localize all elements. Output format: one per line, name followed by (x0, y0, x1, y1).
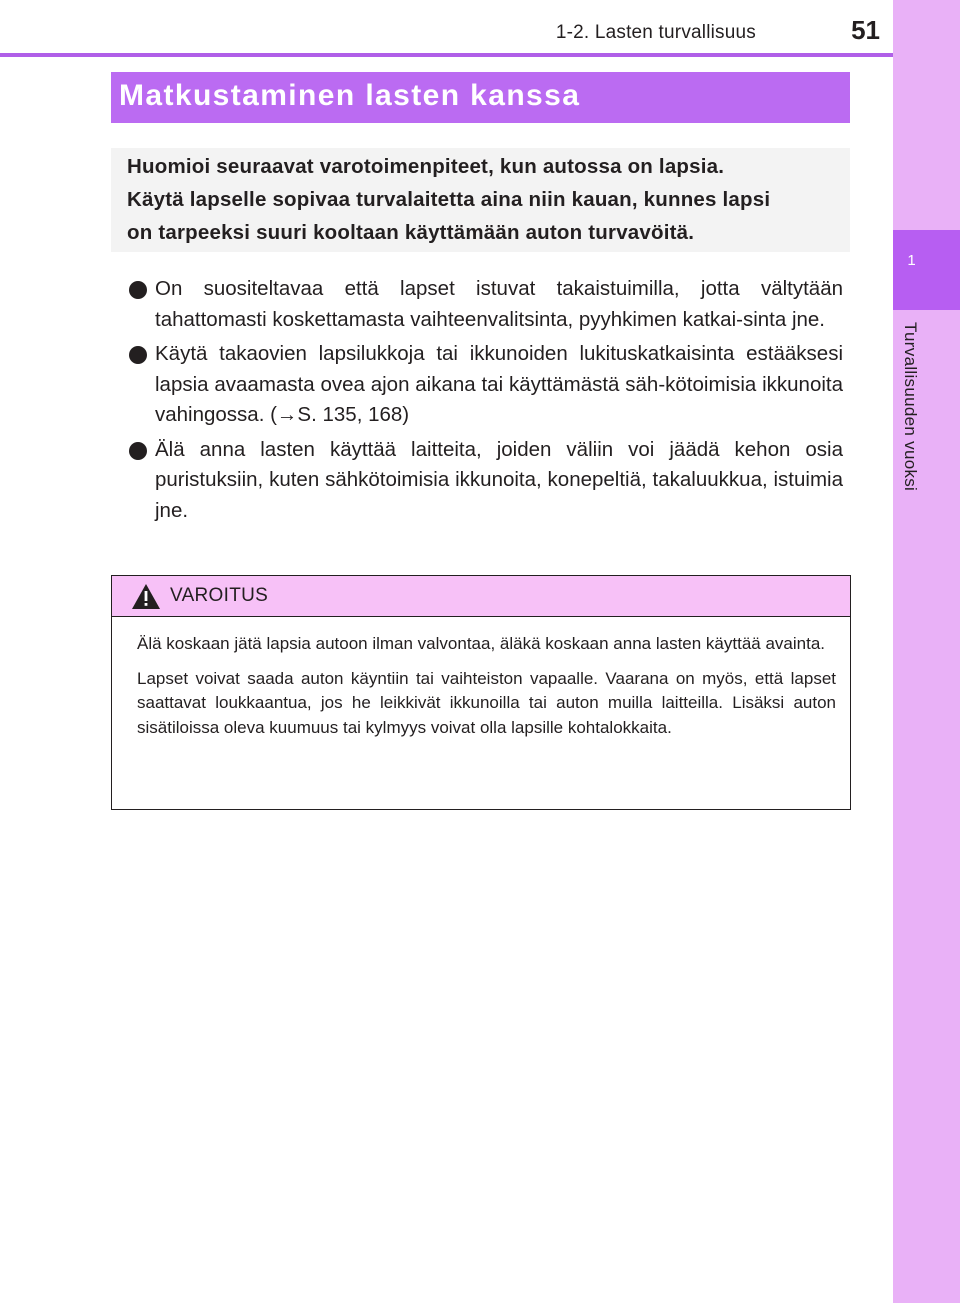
page-number: 51 (851, 15, 880, 45)
header-divider (0, 53, 893, 57)
side-chapter-tab (893, 0, 960, 1303)
section-heading: 1-2. Lasten turvallisuus (555, 22, 756, 43)
list-item (126, 274, 843, 335)
intro-line: on tarpeeksi suuri kooltaan käyttämään auton turvavöitä. (127, 221, 695, 244)
warning-paragraph: Lapset voivat saada auton käyntiin tai vaihteiston vapaalle. Vaarana on myös, että lapset saattavat loukkaantua, jos he leikkivät ikkunoilla tai auton muilla laitteilla. Lisäksi auton sisätiloissa oleva kuumuus tai kylmyys voivat olla lapsille kohtalokkaita. (137, 668, 836, 737)
bullet-text: Käytä takaovien lapsilukkoja tai ikkunoiden lukituskatkaisinta estääksesi lapsia avaamasta ovea ajon aikana tai käyttämästä säh-kötoimisia ikkunoita vahingossa. (→S. 135, 168) (155, 342, 843, 426)
bullet-dot-icon (129, 442, 147, 460)
bullet-dot-icon (129, 346, 147, 364)
title-banner (111, 72, 850, 123)
warning-title: VAROITUS (170, 585, 269, 606)
intro-box (111, 148, 850, 252)
warning-paragraph: Älä koskaan jätä lapsia autoon ilman valvontaa, äläkä koskaan anna lasten käyttää avainta. (137, 634, 826, 653)
intro-line: Käytä lapselle sopivaa turvalaitetta aina niin kauan, kunnes lapsi (127, 188, 771, 211)
page-title: Matkustaminen lasten kanssa (119, 79, 581, 112)
bullet-text: On suositeltavaa että lapset istuvat takaistuimilla, jotta vältytään tahattomasti koskettamasta vaihteenvalitsinta, pyyhkimen katkai-sinta jne. (155, 277, 843, 331)
list-item (126, 435, 843, 527)
warning-header (112, 576, 850, 617)
bullet-text: Älä anna lasten käyttää laitteita, joiden väliin voi jäädä kehon osia puristuksiin, kuten sähkötoimisia ikkunoita, konepeltiä, takaluukkua, istuimia jne. (155, 437, 843, 522)
bullet-dot-icon (129, 281, 147, 299)
chapter-number: 1 (907, 252, 916, 269)
bullet-list (126, 274, 843, 530)
warning-body (137, 632, 836, 750)
list-item (126, 339, 843, 431)
warning-triangle-icon (131, 583, 161, 610)
chapter-number-box (893, 230, 960, 310)
chapter-title: Turvallisuuden vuoksi (901, 322, 920, 492)
intro-text (127, 148, 840, 249)
warning-box (111, 575, 851, 810)
intro-line: Huomioi seuraavat varotoimenpiteet, kun autossa on lapsia. (127, 155, 725, 178)
